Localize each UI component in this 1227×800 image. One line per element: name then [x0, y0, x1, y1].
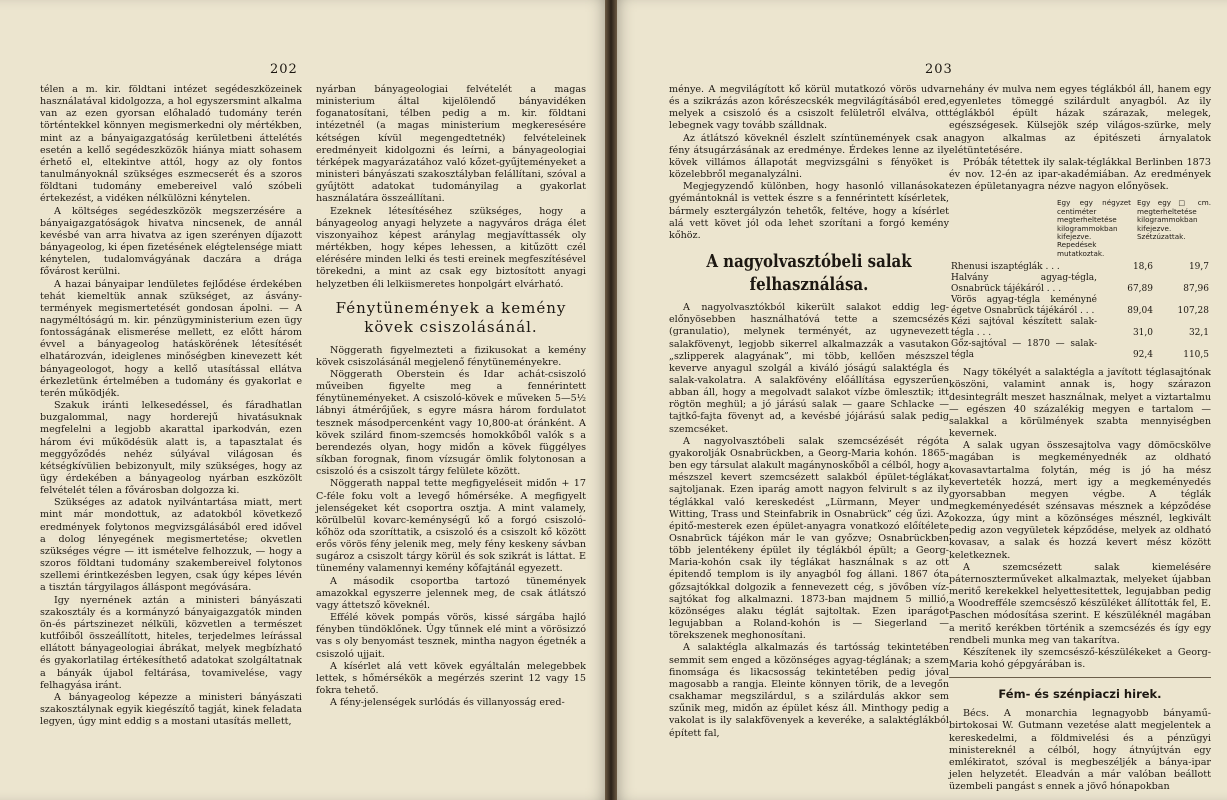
table-row: [949, 317, 1211, 339]
cell-a: 67,89: [1127, 284, 1153, 295]
right-page: [611, 0, 1227, 800]
paragraph: télen a m. kir. földtani intézet segédeszközeinek használatával kidolgozza, a hol egyszersmint alkalma van az ezen gyorsan előhaladó tudomány terén történtekkel könnyen megismerkedni oly mértékben, mint az a bányaigazgatóság kerületbeni áttelétés esetén a kellő segédeszközök hiánya miatt sohasem érhető el, eltekintve attól, hogy az oly fontos tanulmányoknál szükséges eszmecserét és a szoros földtani tudomány emebereivel való szóbeli értekezést, a vidéken nélkülözni kénytelen.: [40, 84, 302, 205]
row-label: Kézi sajtóval készített salak-tégla . . .: [951, 317, 1097, 339]
table-headers: [949, 199, 1211, 258]
paragraph: ménye. A megvilágított kő körül mutatkozó vörös udvar és a szikrázás azon kőrészecskék megvilágításából ered, melyek a csiszoló és a csiszolt felületről elválva, ott lebegnek vagy tovább szálldnak.: [669, 84, 949, 132]
row-label: Gőz-sajtóval — 1870 — salak-tégla: [951, 339, 1097, 361]
paragraph: Ezeknek létesítéséhez szükséges, hogy a bányageolog anyagi helyzete a nagyváros drága élet viszonyaihoz képest aránylag megjavíttassék oly mértékben, hogy képes lehessen, a kitűzött czél elérésére minden lelki és testi ereinek megfeszítésével törekedni, a mint az csak egy biztosított anyagi helyzetben éli lelkiismeretes honpolgárt elvárható.: [316, 205, 586, 290]
page-number-right: 203: [925, 62, 953, 77]
paragraph: A kísérlet alá vett kövek egyáltalán melegebbek lettek, s hőmérsékök a megérzés szerint 12 vagy 15 fokra tehető.: [316, 660, 586, 697]
cell-a: 89,04: [1127, 306, 1153, 317]
paragraph: Készítenek ily szemcsésző-készülékeket a Georg-Maria kohó gépgyárában is.: [949, 646, 1211, 670]
paragraph: Szakuk iránti lelkesedéssel, és fáradhatlan buzgalommal, nagy horderejű hivatásuknak megfelelni a legjobb akarattal iparkodván, ezen három évi működésük alatt is, a tapasztalat és meggyőződés nehéz súlyával világosan és kétségkívülien bebizonyult, mily szükséges, hogy az ügy érdekében a bányageolog nyárban eszközölt felvételét télen a fővárosban dolgozza ki.: [40, 400, 302, 497]
paragraph: A salaktégla alkalmazás és tartósság tekintetében semmit sem enged a közönséges agyag-téglának; a szem finomsága és likacsosság tekintetében pedig jóval magosabb a rangja. Eleinte könnyen törik, de a levegőn csakhamar megszilárdul, s a szilárdulás akkor sem szűnik meg, midőn az épület kész áll. Minthogy pedig a vakolat is ily salakfövenyek a keveréke, a salaktéglákból épített fal,: [669, 642, 949, 739]
paragraph: Szükséges az adatok nyilvántartása miatt, mert mint már mondottuk, az adatokból következő eredmények folytonos megvizsgálásából ered idővel a dolog lényegének megismertetése; okvetlen szükséges végre — itt ismételve felhozzuk, — hogy a szoros földtani tudomány szakembereivel folytonos szellemi érintkezésben legyen, csak úgy képes lévén a tisztán tárgyilagos álláspont megóvására.: [40, 497, 302, 594]
cell-b: 110,5: [1183, 350, 1209, 361]
cell-a: 18,6: [1132, 262, 1153, 273]
page-number-left: 202: [270, 62, 298, 77]
paragraph: Effélé kövek pompás vörös, kissé sárgába hajló fényben tündöklőnek. Úgy tűnnek elé mint a vörösizzó vas s oly benyomást tesznek, mintha nagyon égetnék a csiszoló ujjait.: [316, 612, 586, 660]
paragraph: A bányageolog képezze a ministeri bányászati szakosztálynak egyik kiegészítő tagját, kinek feladata legyen, úgy mint eddig s a mostani utasítás mellett,: [40, 691, 302, 728]
table-row: [949, 339, 1211, 361]
paragraph: A fény-jelenségek surlódás és villanyosság ered-: [330, 697, 565, 709]
section-heading: A nagyolvasztóbeli salak felhasználása.: [706, 250, 912, 295]
paragraph: Nöggerath figyelmezteti a fizikusokat a kemény kövek csiszolásánál megjelenő fénytüneményekre.: [316, 344, 586, 368]
paragraph: A második csoportba tartozó tünemények amazokkal egyszerre jelennek meg, de csak átlátszó vagy áttetsző köveknél.: [316, 575, 586, 611]
paragraph: Próbák tétettek ily salak-téglákkal Berlinben 1873 év nov. 12-én az ipar-akadémiában. Az eredmények ezen épületanyagra nézve nagyon előnyösek.: [949, 156, 1211, 193]
table-row: [949, 273, 1211, 295]
divider: [949, 677, 1211, 678]
right-column-1: [669, 84, 949, 740]
row-label: Halvány agyag-tégla, Osnabrück tájékáról . . .: [951, 273, 1097, 295]
cell-a: 92,4: [1132, 350, 1153, 361]
paragraph: Nagy tökélyét a salaktégla a javított téglasajtónak köszöni, valamint annak is, hogy szárazon desintegrált meszet használnak, melyet a viztartalmu — egészen 40 százalékig megyen e tartalom — salakkal a körülmények szabta mennyiségben kevernek.: [949, 367, 1211, 440]
right-column-2: [949, 84, 1211, 793]
news-heading: Fém- és szénpiaczi hirek.: [998, 687, 1162, 702]
row-label: Vörös agyag-tégla keményné égetve Osnabrück tájékáról . . .: [951, 295, 1097, 317]
book-gutter: [605, 0, 617, 800]
paragraph: nehány év mulva nem egyes téglákból áll, hanem egy egyenletes tömeggé szilárdult anyagból. Az ily téglákból épült házak szárazak, melegek, egészségesek. Külsejök szép világos-szürke, mely nagyon alkalmas az épitészeti árnyalatok elétüntetésére.: [949, 84, 1211, 156]
section-heading: Fénytünemények a kemény kövek csiszolásánál.: [335, 298, 567, 336]
table-header: Egy egy négyzet centiméter megterheltetése kilogrammokban kifejezve. Repedések mutatkoztak.: [1057, 198, 1131, 258]
paragraph: A nagyolvasztókból kikerült salakot eddig legelőnyösebben használhatóvá tette a szemcsézés (granulatio), melynek terményét, az ugynevezett salakfövenyt, legjobb sikerrel alkalmazzák a vasutakon „szlipperek alagyának”, mi több, kellően mészszel keverve anyagul szolgál a kiváló jóságú salaktégla és salak-vakolatra. A salakfövény előállítása egyszerűen abban áll, hogy a megolvadt salakot vízbe ömlesztik; itt rögtön meghül; a jó járású salak — gaare Schlacke — tajtkő-fajta fövenyt ad, a kevésbé jójárású salak pedig szemcséket.: [669, 302, 949, 435]
cell-a: 31,0: [1132, 328, 1153, 339]
paragraph: A nagyolvasztóbeli salak szemcsézését régóta gyakorolják Osnabrückben, a Georg-Maria kohón. 1865-ben egy társulat alakult magánynoskőből a célból, hogy a mészszel kevert szemcsézett salakból épület-téglákat sajtoljanak. Ezen iparág amott nagyon felvirult s az ily téglákkal való kereskedést „Lürmann, Meyer und Witting, Trass und Steinfabrik in Osnabrück” cég űzi. Az épitő-mesterek ezen épület-anyagra vonatkozó előítélete Osnabrück tájékon már le van győzve; Osnabrückben több jelentékeny épület ily téglákból épült; a Georg-Maria-kohón csak ily téglákat használnak s az ott épitendő templom is ily anyagból fog állani. 1867 óta gőzsajtókkal dolgozik a fennevezett cég, s jövőben víz-sajtókat fog alkalmazni. 1873-ban majdnem 5 millió, közönséges alaku téglát sajtoltak. Ezen iparágot legujabban a Roland-kohón is — Siegerland — törekszenek meghonosítani.: [669, 435, 949, 642]
left-page: [0, 0, 611, 800]
paragraph: Nöggerath nappal tette megfigyeléseit midőn + 17 C-féle foku volt a levegő hőmérséke. A megfigyelt jelenségeket két csoportra osztja. A mint valamely, körülbelül kovarc-keménységű kő a forgó csiszoló-kőhöz oda szoríttatik, a csiszoló és a csiszolt kő között erős vörös fény jelenik meg, mely fény keskeny sávban sugároz a csiszolt tárgy körül és sok szikrát is láttat. E tünemény valamennyi kemény kőfajtánál egyezett.: [316, 478, 586, 575]
paragraph: A költséges segédeszközök megszerzésére a bányaigazgatóságok hivatva nincsenek, de annál kevésbé van arra hivatva az igen szerényen díjazott bányageolog, ki épen fizetésének elégtelensége miatt kénytelen, tudalomvágyának daczára a drága fővárost kerülni.: [40, 205, 302, 278]
paragraph: Nöggerath Oberstein és Idar achát-csiszoló műveiben figyelte meg a fennérintett fénytüneményeket. A csiszoló-kövek e műveken 5—5½ lábnyi átmérőjűek, s egyre másra három fordulatot tesznek másodpercenként vagy 10,800-at óránként. A kövek szilárd finom-szemcsés homokkőből valók s a berendezés olyan, hogy midőn a kövek függélyes síkban forognak, finom vízsugár ömlik folytonosan a csiszoló és a csiszolt tárgy felülete között.: [316, 368, 586, 478]
cell-b: 107,28: [1177, 306, 1209, 317]
paragraph: Bécs. A monarchia legnagyobb bányamű-birtokosai W. Gutmann vezetése alatt megjelentek a kereskedelmi, a földmivelési és a pénzügyi ministereknél a célból, hogy átnyújtván egy emlékiratot, szóval is megbeszéljék a bánya-ipar jelen helyzetét. Eleadván a már valóban beállott üzembeli pangást s ennek a jövő hónapokban: [949, 708, 1211, 793]
test-results-table: [949, 262, 1211, 361]
left-column-2: [316, 84, 586, 709]
table-header: Egy egy □ cm. megterheltetése kilogrammokban kifejezve. Szétzúzattak.: [1137, 198, 1211, 242]
paragraph: Megjegyzendő különben, hogy hasonló villanásokat gyémántoknál is vettek észre s a fennérintett kísérletek, bármely esztergályzón tehetők, feltéve, hogy a kísérlet alá vett követ jól oda lehet szorítani a forgó kemény kőhöz.: [669, 181, 949, 241]
cell-b: 87,96: [1183, 284, 1209, 295]
paragraph: A hazai bányaipar lendületes fejlődése érdekében tehát kiemeltük annak szükséget, az ásvány-termények megismertetését gondosan ápolni. — A nagyméltóságú m. kir. pénzügyministerium ezen ügy fontosságának elismerése mellett, ez előtt három évvel a bányageolog hatáskörének létesítését elhatározván, ideiglenes minőségben kinevezett két bányageologot, hogy a kellő utasítással ellátva érkezletünk értelmében a tudomány és gyakorlat e terén működjék.: [40, 278, 302, 399]
paragraph: A salak ugyan összesajtolva vagy dömöcskölve magában is megkeményednék az oldható kovasavtartalma folytán, még is jó ha mész keverteték hozzá, mert igy a megkeményedés gyorsabban megyen végbe. A téglák megkeményedését szénsavas mésznek a képződése okozza, úgy mint a közönséges mésznél, legkivált pedig azon vegyületek képződése, melyek az oldható kovasav, a salak és hozzá kevert mész között keletkeznek.: [949, 440, 1211, 561]
paragraph: A szemcsézett salak kiemelésére páternoszterműveket alkalmaztak, melyeket újabban meritő kerekekkel helyettesitettek, legujabban pedig a Woodrefféle szemcsésző készüléket állították fel, E. Paschen módosítása szerint. E készüléknél magában a meritő kerékben történik a szemcsézés és így egy rendbeli munka meg van takarítva.: [949, 561, 1211, 646]
table-row: [949, 295, 1211, 317]
cell-b: 32,1: [1188, 328, 1209, 339]
paragraph: Igy nyernének aztán a ministeri bányászati szakosztály és a kormányzó bányaigazgatók minden ön-és pártszinezet nélküli, közvetlen a természet kutfőiből összeállított, hiteles, terjedelmes leírással ellátott bányageologiai ábrákat, melyek megbízható és gyakorlatilag értékesíthető adatokat szolgáltatnak a bányák újabol feltárása, tovamivelése, vagy felhagyása iránt.: [40, 594, 302, 691]
left-column-1: [40, 84, 302, 728]
table-row: [949, 262, 1211, 273]
cell-b: 19,7: [1188, 262, 1209, 273]
row-label: Rhenusi iszaptéglák . . .: [951, 262, 1060, 273]
paragraph: Az átlátszó köveknél észlelt színtünemények csak a fény átsugárzásának az eredménye. Érdekes lenne az ily kövek villámos állapotát megvizsgálni s fényöket is közelebbről meganalyzálni.: [669, 132, 949, 181]
paragraph: nyárban bányageologiai felvételét a magas ministerium által kijelölendő bányavidéken foganatosítani, télben pedig a m. kir. földtani intézetnél (a magas ministerium megkeresésére kétségen kívül megengedtetnék) felvételeinek eredményeit kidolgozni és leírni, a bányageologiai térképek magyarázatához való kőzet-gyűjteményeket a ministeri bányászati szakosztályban felállítani, szóval a gyűjtött adatokat tudományilag a gyakorlat használatára összeállítani.: [316, 84, 586, 205]
